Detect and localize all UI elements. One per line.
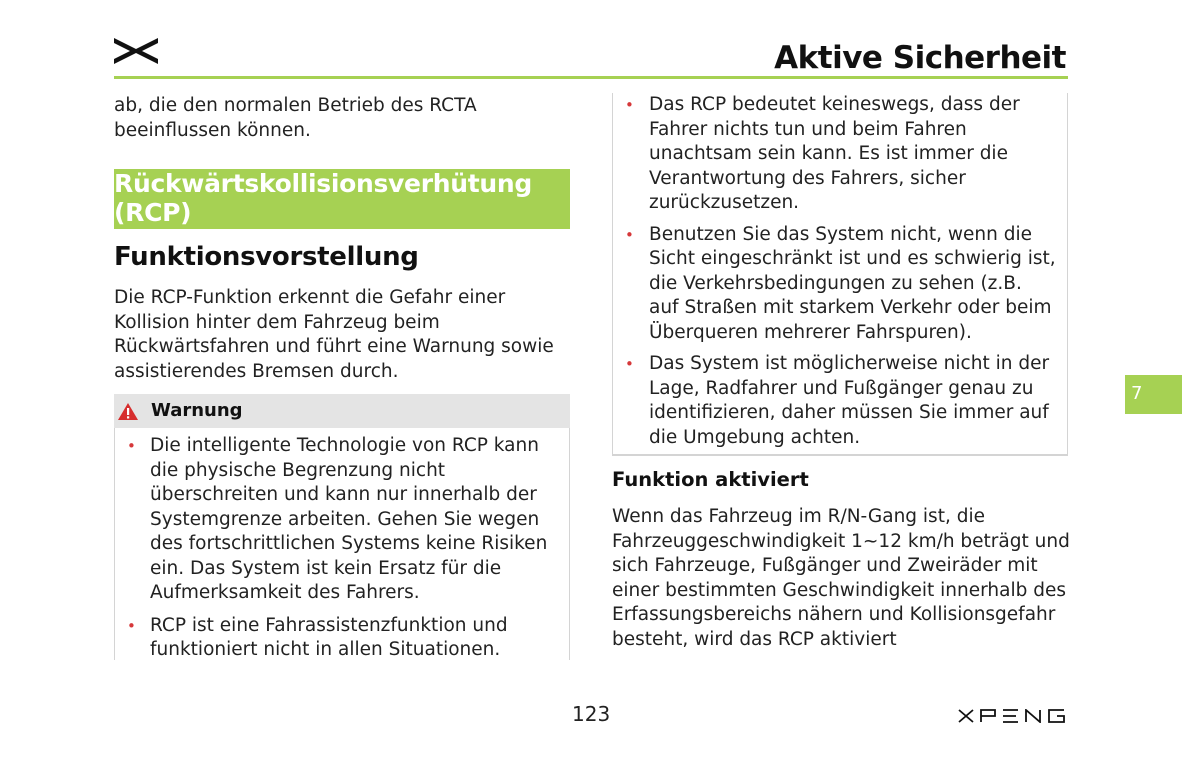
warning-list-item: • RCP ist eine Fahrassistenzfunktion und funktioniert nicht in allen Situationen.	[127, 614, 508, 660]
chapter-tab[interactable]	[1125, 375, 1182, 414]
xpeng-x-logo-icon	[113, 36, 159, 66]
chapter-number: 7	[1131, 383, 1143, 404]
header-divider	[114, 76, 1068, 79]
intro-paragraph: ab, die den normalen Betrieb des RCTA beeinflussen können.	[114, 95, 477, 141]
activation-heading: Funktion aktiviert	[612, 468, 809, 491]
function-description: Die RCP-Funktion erkennt die Gefahr einer Kollision hinter dem Fahrzeug beim Rückwärtsfahren und führt eine Warnung sowie assistierendes Bremsen durch.	[114, 287, 554, 382]
caution-list-item: • Das System ist möglicherweise nicht in der Lage, Radfahrer und Fußgänger genau zu identifizieren, daher müssen Sie immer auf die Umgebung achten.	[625, 353, 1050, 448]
caution-list-item: • Das RCP bedeutet keineswegs, dass der Fahrer nichts tun und beim Fahren unachtsam sein kann. Es ist immer die Verantwortung des Fahrers, sicher zurückzusetzen.	[625, 94, 1020, 213]
subheading-function-introduction: Funktionsvorstellung	[114, 242, 419, 272]
bullet-icon: •	[625, 355, 634, 373]
warning-header	[114, 394, 570, 428]
warning-list-item: • Die intelligente Technologie von RCP kann die physische Begrenzung nicht überschreiten und kann nur innerhalb der Systemgrenze arbeiten. Gehen Sie wegen des fortschrittlichen Systems keine Risiken ein. Das System ist kein Ersatz für die Aufmerksamkeit des Fahrers.	[127, 435, 548, 603]
bullet-icon: •	[127, 437, 136, 455]
warning-list	[127, 434, 557, 671]
page-title: Aktive Sicherheit	[774, 40, 1066, 76]
section-title: Rückwärtskollisionsverhütung (RCP)	[114, 169, 532, 227]
bullet-icon: •	[127, 616, 136, 635]
bullet-icon: •	[625, 96, 634, 114]
activation-paragraph: Wenn das Fahrzeug im R/N-Gang ist, die Fahrzeuggeschwindigkeit 1~12 km/h beträgt und sich Fahrzeuge, Fußgänger und Zweiräder mit einer bestimmten Geschwindigkeit innerhalb des Erfassungsbereichs nähern und Kollisionsgefahr besteht, wird das RCP aktiviert	[612, 506, 1070, 650]
warning-box	[114, 394, 570, 660]
caution-list	[625, 93, 1057, 457]
caution-list-item: • Benutzen Sie das System nicht, wenn die Sicht eingeschränkt ist und es schwierig ist, die Verkehrsbedingungen zu sehen (z.B. auf Straßen mit starkem Verkehr oder beim Überqueren mehrerer Fahrspuren).	[625, 223, 1056, 343]
page-number: 123	[572, 702, 611, 726]
warning-body	[114, 428, 570, 660]
bullet-icon: •	[625, 225, 634, 244]
xpeng-wordmark-logo	[958, 709, 1068, 723]
warning-label: Warnung	[151, 400, 243, 421]
section-title-banner	[114, 169, 570, 229]
caution-box	[612, 93, 1068, 456]
warning-triangle-icon	[117, 402, 139, 421]
